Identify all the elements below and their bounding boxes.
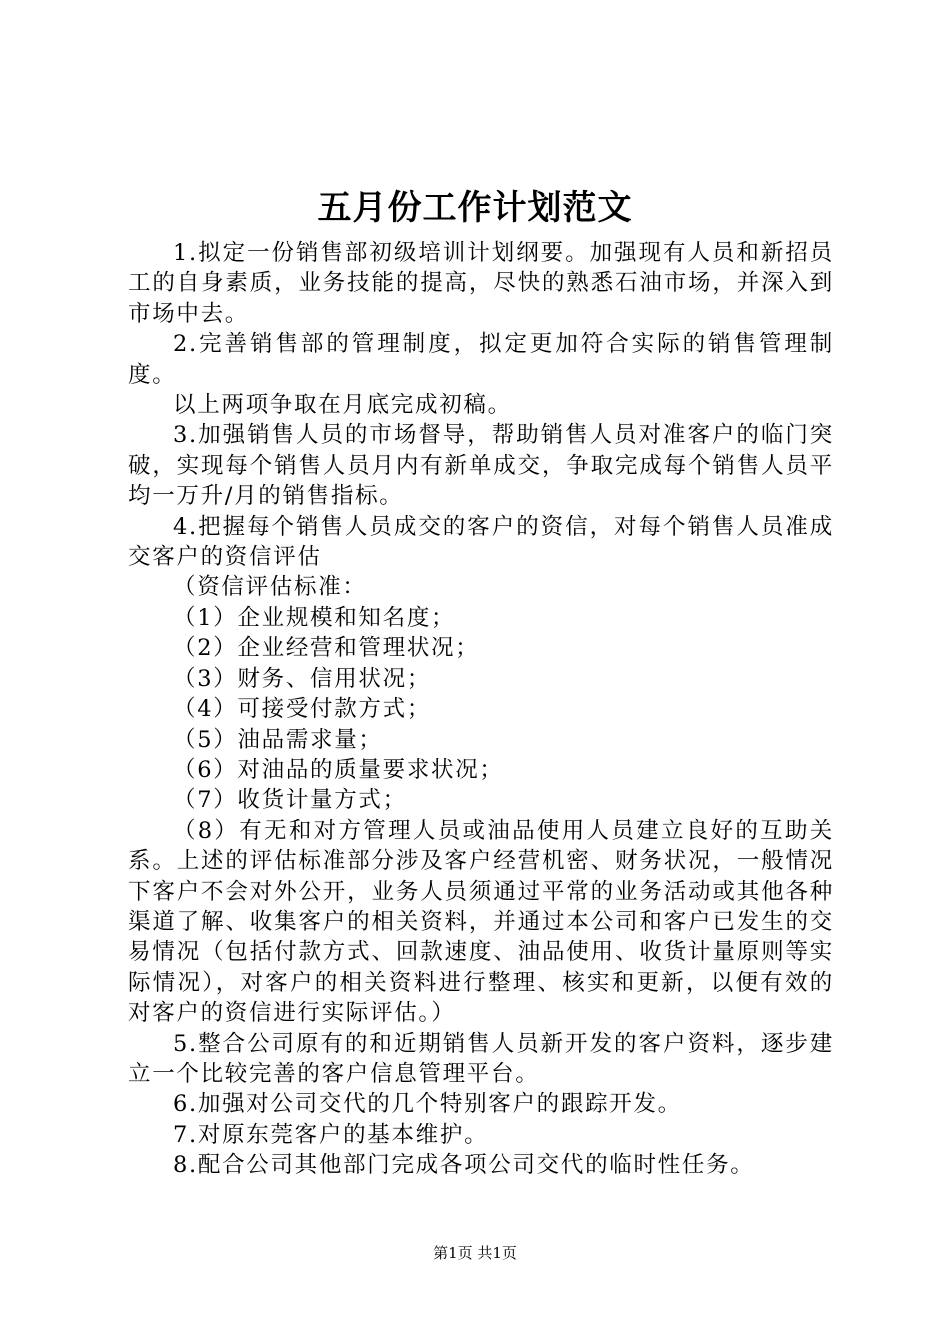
paragraph: 以上两项争取在月底完成初稿。 xyxy=(173,392,512,419)
paragraph: 8.配合公司其他部门完成各项公司交代的临时性任务。 xyxy=(173,1152,755,1179)
list-item: （7）收货计量方式； xyxy=(173,787,407,814)
paragraph: 7.对原东莞客户的基本维护。 xyxy=(173,1121,489,1148)
paragraph: 2.完善销售部的管理制度，拟定更加符合实际的销售管理制度。 xyxy=(128,331,834,388)
list-item: （5）油品需求量； xyxy=(173,726,383,753)
paragraph: 3.加强销售人员的市场督导，帮助销售人员对准客户的临门突破，实现每个销售人员月内有新单成交，争取完成每个销售人员平均一万升/月的销售指标。 xyxy=(128,422,834,510)
paragraph: 4.把握每个销售人员成交的客户的资信，对每个销售人员准成交客户的资信评估 xyxy=(128,513,834,571)
list-item: （4）可接受付款方式； xyxy=(173,696,432,723)
paragraph: 1.拟定一份销售部初级培训计划纲要。加强现有人员和新招员工的自身素质，业务技能的提高，尽快的熟悉石油市场，并深入到市场中去。 xyxy=(128,240,834,327)
paragraph: 6.加强对公司交代的几个特别客户的跟踪开发。 xyxy=(173,1091,682,1118)
paragraph: 5.整合公司原有的和近期销售人员新开发的客户资料，逐步建立一个比较完善的客户信息管理平台。 xyxy=(128,1030,834,1087)
document-title: 五月份工作计划范文 xyxy=(317,188,633,228)
page-footer: 第1页 共1页 xyxy=(433,1244,517,1262)
list-item: （2）企业经营和管理状况； xyxy=(173,635,480,662)
list-item: （6）对油品的质量要求状况； xyxy=(173,756,504,783)
document-body xyxy=(128,238,834,1181)
list-item: （3）财务、信用状况； xyxy=(173,665,432,692)
paragraph: （资信评估标准： xyxy=(173,574,367,601)
list-item: （1）企业规模和知名度； xyxy=(173,604,456,631)
list-item: （8）有无和对方管理人员或油品使用人员建立良好的互助关系。上述的评估标准部分涉及客户经营机密、财务状况，一般情况下客户不会对外公开，业务人员须通过平常的业务活动或其他各种渠道了解、收集客户的相关资料，并通过本公司和客户已发生的交易情况（包括付款方式、回款速度、油品使用、收货计量原则等实际情况），对客户的相关资料进行整理、核实和更新，以便有效的对客户的资信进行实际评估。） xyxy=(128,817,834,1027)
